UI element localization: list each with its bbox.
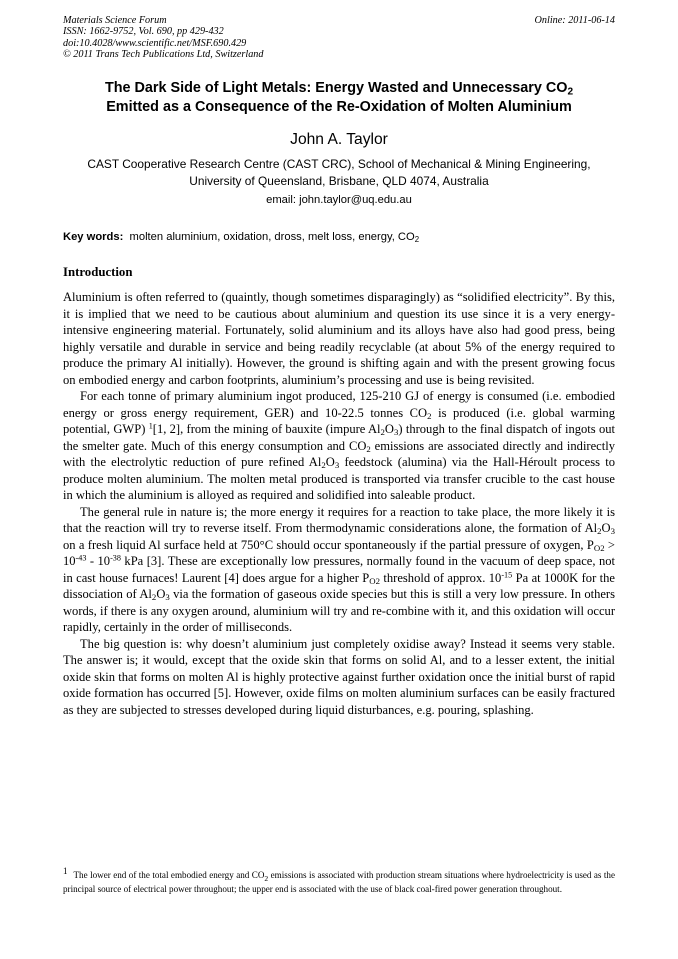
author-email: email: john.taylor@uq.edu.au bbox=[266, 194, 412, 206]
keywords-label: Key words: bbox=[63, 231, 124, 243]
keywords-text: molten aluminium, oxidation, dross, melt loss, energy, CO bbox=[129, 231, 415, 243]
copyright-line: © 2011 Trans Tech Publications Ltd, Switzerland bbox=[63, 49, 264, 61]
journal-header bbox=[63, 15, 263, 61]
paragraph-4: The big question is: why doesn’t aluminium just completely oxidise away? Instead it seems very stable. The answer is; it would, except that the oxide skin that forms on solid Al, and to a lesser extent, the initial oxide skin that forms on molten Al is highly protective against further oxidation once the initial burst of rapid oxide formation has occurred [5]. However, oxide films on molten aluminium surfaces can be easily fractured as they are subjected to stresses developed during liquid disturbances, e.g. pouring, splashing. bbox=[63, 636, 615, 717]
issn-line: ISSN: 1662-9752, Vol. 690, pp 429-432 bbox=[63, 26, 224, 38]
paragraph-1: Aluminium is often referred to (quaintly, though sometimes disparagingly) as “solidified electricity”. By this, it is implied that we need to be cautious about aluminium and question its use since it is a very energy-intensive engineering material. Fortunately, solid aluminium and its alloys have also had good press, being highly versatile and durable in service and being readily recyclable (at about 5% of the energy required to produce the primary Al initially). However, the ground is shifting again and with the present growing focus on embodied energy and carbon footprints, aluminium’s processing and use is being revisited. bbox=[63, 290, 615, 387]
title-line-2: Emitted as a Consequence of the Re-Oxidation of Molten Aluminium bbox=[106, 99, 572, 115]
online-date: Online: 2011-06-14 bbox=[534, 15, 615, 26]
author-name: John A. Taylor bbox=[290, 131, 388, 148]
keywords bbox=[63, 230, 623, 244]
footnote-mark: 1 bbox=[63, 866, 68, 876]
introduction-body bbox=[63, 289, 615, 718]
footnote-reference: 1 bbox=[148, 421, 153, 431]
journal-name: Materials Science Forum bbox=[63, 15, 167, 26]
keywords-subscript: 2 bbox=[414, 234, 420, 244]
paper-title bbox=[50, 79, 628, 117]
affiliation bbox=[50, 156, 628, 190]
affiliation-line-2: University of Queensland, Brisbane, QLD 4074, Australia bbox=[189, 174, 489, 188]
footnote: 1 The lower end of the total embodied energy and $CO_2$ emissions is associated with production stream situations where hydroelectricity is used as the principal source of electrical power throughout; the upper end is associated with the use of black coal-fired power generation throughout. bbox=[63, 866, 616, 895]
paragraph-2: For each tonne of primary aluminium ingot produced, 125-210 GJ of energy is consumed (i.e. embodied energy or gross energy requirement, GER) and 10-22.5 tonnes $CO_2$ is produced (i.e. global warming potential, GWP) $^1$[1, 2], from the mining of bauxite (impure $Al_2O_3$) through to the final dispatch of ingots out the smelter gate. Much of this energy consumption and $CO_2$ emissions are associated directly and indirectly with the electrolytic reduction of pure refined $Al_2O_3$ feedstock (alumina) via the Hall-Héroult process to produce molten aluminium. The molten metal produced is transported via transfer crucible to the cast house in which the aluminium is alloyed as required and solidified into saleable product. bbox=[63, 389, 615, 502]
title-subscript: 2 bbox=[567, 86, 574, 98]
affiliation-line-1: CAST Cooperative Research Centre (CAST CRC), School of Mechanical & Mining Engineering, bbox=[87, 157, 591, 171]
paragraph-3: The general rule in nature is; the more energy it requires for a reaction to take place, the more likely it is that the reaction will try to reverse itself. From thermodynamic considerations alone, the formation of $Al_2O_3$ on a fresh liquid Al surface held at 750°C should occur spontaneously if the partial pressure of oxygen, $P_{O2} > 10^{-43} - 10^{-38}$ kPa [3]. These are exceptionally low pressures, normally found in the vacuum of deep space, not in cast house furnaces! Laurent [4] does argue for a higher $P_{O2}$ threshold of approx. $10^{-15}$ Pa at 1000K for the dissociation of $Al_2O_3$ via the formation of gaseous oxide species but this is still a very low pressure. In others words, if there is any oxygen around, aluminium will try and re-combine with it, and this oxidation will occur rapidly, certainly in the order of milliseconds. bbox=[63, 504, 615, 634]
doi-line: doi:10.4028/www.scientific.net/MSF.690.429 bbox=[63, 37, 247, 49]
title-line-1: The Dark Side of Light Metals: Energy Wasted and Unnecessary CO bbox=[104, 80, 568, 96]
section-heading-introduction: Introduction bbox=[63, 265, 133, 279]
